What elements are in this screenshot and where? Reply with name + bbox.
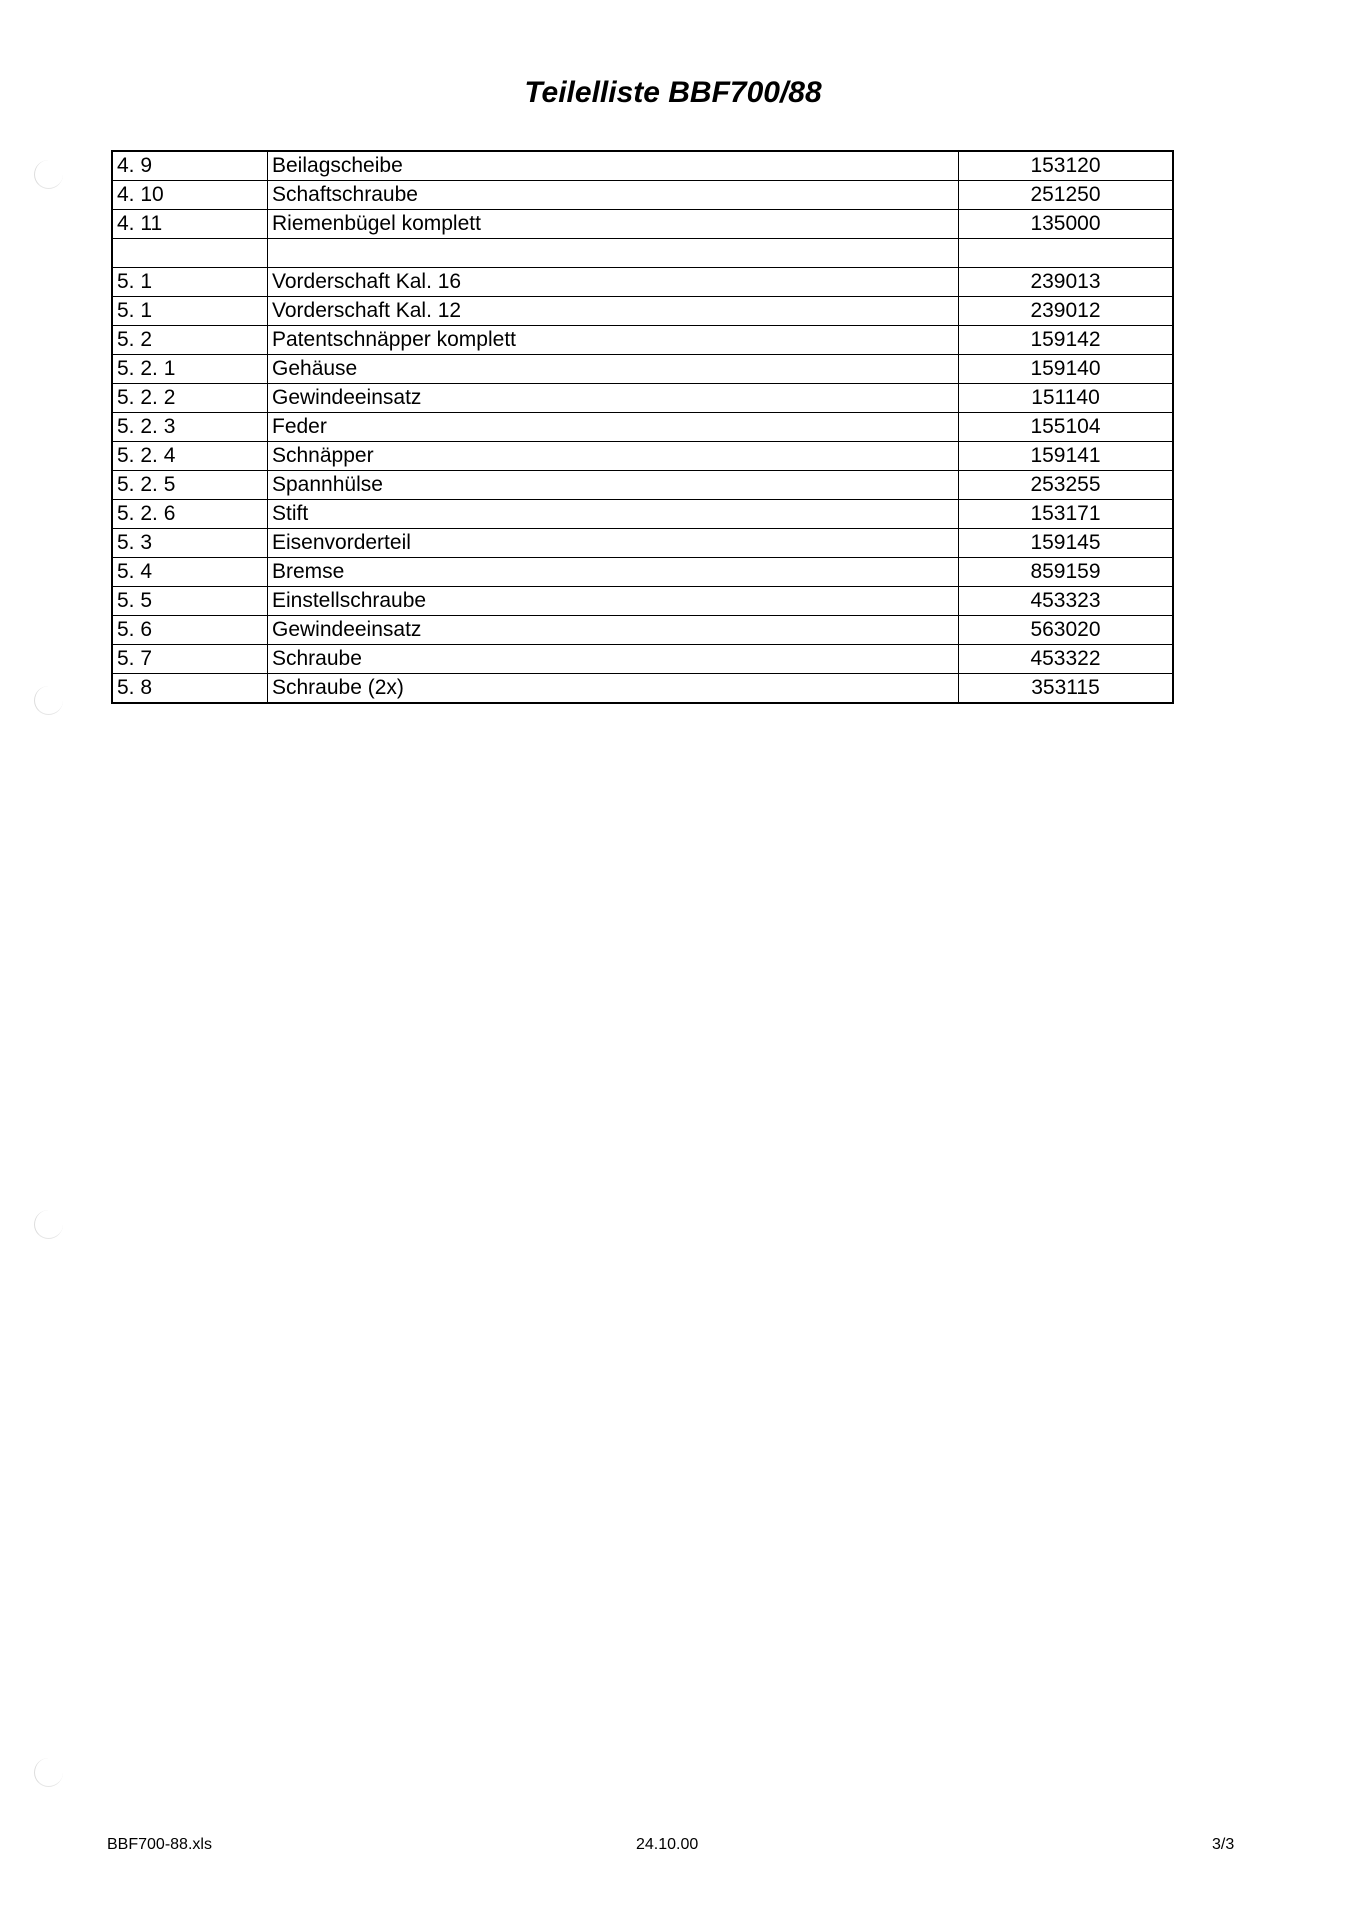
table-row bbox=[112, 181, 1173, 210]
part-number: 859159 bbox=[959, 558, 1174, 587]
part-description: Gewindeeinsatz bbox=[268, 384, 959, 413]
part-description: Eisenvorderteil bbox=[268, 529, 959, 558]
part-description bbox=[268, 239, 959, 268]
part-number: 453322 bbox=[959, 645, 1174, 674]
part-position: 5. 2. 1 bbox=[112, 355, 268, 384]
table-row bbox=[112, 239, 1173, 268]
part-description: Patentschnäpper komplett bbox=[268, 326, 959, 355]
part-position: 5. 2 bbox=[112, 326, 268, 355]
table-row bbox=[112, 210, 1173, 239]
table-row bbox=[112, 297, 1173, 326]
part-number: 159141 bbox=[959, 442, 1174, 471]
part-position: 4. 10 bbox=[112, 181, 268, 210]
part-position: 4. 9 bbox=[112, 151, 268, 181]
table-row bbox=[112, 268, 1173, 297]
part-number: 159142 bbox=[959, 326, 1174, 355]
part-number: 563020 bbox=[959, 616, 1174, 645]
part-position: 5. 2. 4 bbox=[112, 442, 268, 471]
part-description: Spannhülse bbox=[268, 471, 959, 500]
part-number: 153120 bbox=[959, 151, 1174, 181]
part-number: 155104 bbox=[959, 413, 1174, 442]
part-number: 253255 bbox=[959, 471, 1174, 500]
table-row bbox=[112, 674, 1173, 704]
part-description: Schraube (2x) bbox=[268, 674, 959, 704]
table-row bbox=[112, 413, 1173, 442]
footer-date: 24.10.00 bbox=[636, 1836, 699, 1853]
part-description: Vorderschaft Kal. 16 bbox=[268, 268, 959, 297]
part-position: 5. 1 bbox=[112, 268, 268, 297]
part-number: 353115 bbox=[959, 674, 1174, 704]
part-number: 159145 bbox=[959, 529, 1174, 558]
table-row bbox=[112, 500, 1173, 529]
part-position: 4. 11 bbox=[112, 210, 268, 239]
table-row bbox=[112, 587, 1173, 616]
table-row bbox=[112, 326, 1173, 355]
part-description: Vorderschaft Kal. 12 bbox=[268, 297, 959, 326]
footer-page-number: 3/3 bbox=[1212, 1836, 1235, 1853]
part-description: Schraube bbox=[268, 645, 959, 674]
part-description: Stift bbox=[268, 500, 959, 529]
part-description: Schnäpper bbox=[268, 442, 959, 471]
part-position: 5. 5 bbox=[112, 587, 268, 616]
part-number: 151140 bbox=[959, 384, 1174, 413]
punch-hole bbox=[34, 160, 63, 189]
part-description: Feder bbox=[268, 413, 959, 442]
table-row bbox=[112, 355, 1173, 384]
part-position: 5. 4 bbox=[112, 558, 268, 587]
part-number: 453323 bbox=[959, 587, 1174, 616]
parts-table bbox=[111, 150, 1174, 704]
table-row bbox=[112, 529, 1173, 558]
page-title: Teilelliste BBF700/88 bbox=[524, 76, 822, 109]
table-row bbox=[112, 384, 1173, 413]
punch-hole bbox=[34, 686, 63, 715]
part-description: Riemenbügel komplett bbox=[268, 210, 959, 239]
part-position: 5. 2. 3 bbox=[112, 413, 268, 442]
part-number: 153171 bbox=[959, 500, 1174, 529]
part-position: 5. 2. 2 bbox=[112, 384, 268, 413]
table-row bbox=[112, 471, 1173, 500]
part-description: Gehäuse bbox=[268, 355, 959, 384]
table-row bbox=[112, 645, 1173, 674]
table-row bbox=[112, 151, 1173, 181]
table-row bbox=[112, 616, 1173, 645]
part-number: 135000 bbox=[959, 210, 1174, 239]
part-position: 5. 1 bbox=[112, 297, 268, 326]
part-number: 251250 bbox=[959, 181, 1174, 210]
part-position: 5. 6 bbox=[112, 616, 268, 645]
punch-hole bbox=[34, 1758, 63, 1787]
part-position: 5. 2. 5 bbox=[112, 471, 268, 500]
part-description: Gewindeeinsatz bbox=[268, 616, 959, 645]
part-number: 239012 bbox=[959, 297, 1174, 326]
footer-filename: BBF700-88.xls bbox=[107, 1836, 212, 1853]
part-position bbox=[112, 239, 268, 268]
part-description: Beilagscheibe bbox=[268, 151, 959, 181]
part-number: 239013 bbox=[959, 268, 1174, 297]
table-row bbox=[112, 442, 1173, 471]
part-position: 5. 8 bbox=[112, 674, 268, 704]
part-position: 5. 2. 6 bbox=[112, 500, 268, 529]
part-position: 5. 3 bbox=[112, 529, 268, 558]
part-description: Schaftschraube bbox=[268, 181, 959, 210]
part-position: 5. 7 bbox=[112, 645, 268, 674]
punch-hole bbox=[34, 1210, 63, 1239]
table-row bbox=[112, 558, 1173, 587]
part-number: 159140 bbox=[959, 355, 1174, 384]
part-description: Bremse bbox=[268, 558, 959, 587]
part-number bbox=[959, 239, 1174, 268]
part-description: Einstellschraube bbox=[268, 587, 959, 616]
